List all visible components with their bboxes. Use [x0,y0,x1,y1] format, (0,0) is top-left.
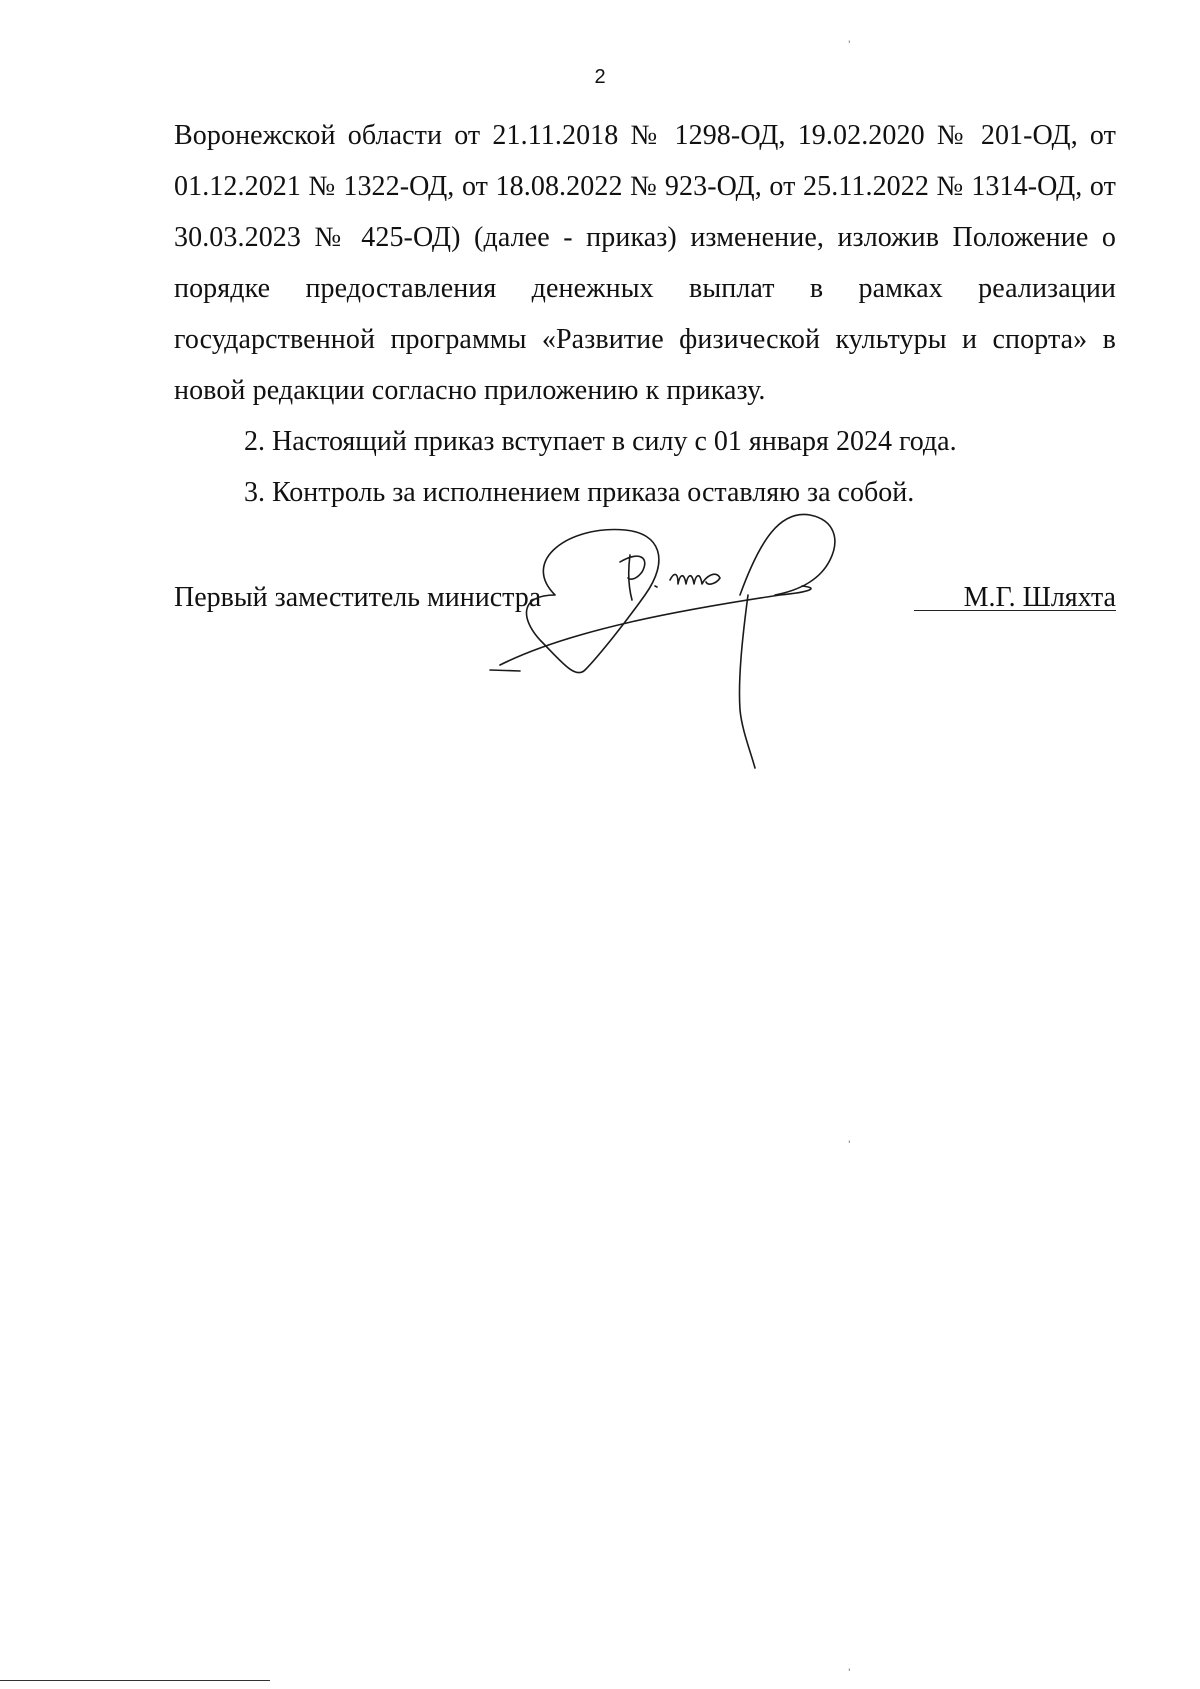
paragraph-continuation: Воронежской области от 21.11.2018 № 1298-ОД, 19.02.2020 № 201-ОД, от 01.12.2021 № 1322-ОД, от 18.08.2022 № 923-ОД, от 25.11.2022 № 1314-ОД, от 30.03.2023 № 425-ОД) (далее - приказ) изменение, изложив Положение о порядке предоставления денежных выплат в рамках реализации государственной программы «Развитие физической культуры и спорта» в новой редакции согласно приложению к приказу. [174,120,1116,406]
paragraph-control: 3. Контроль за исполнением приказа оставляю за собой. [244,477,915,508]
paragraph-effective-date: 2. Настоящий приказ вступает в силу с 01 января 2024 года. [244,426,957,457]
document-body [174,110,1116,518]
scan-speck: ' [848,40,851,50]
handwritten-signature [480,500,940,800]
signer-name: М.Г. Шляхта [963,582,1116,613]
signer-position: Первый заместитель министра [174,582,542,613]
footer-rule [0,1680,270,1681]
page-number: 2 [594,66,606,88]
scan-speck: ' [848,1140,851,1150]
scan-speck: ' [848,1668,851,1678]
